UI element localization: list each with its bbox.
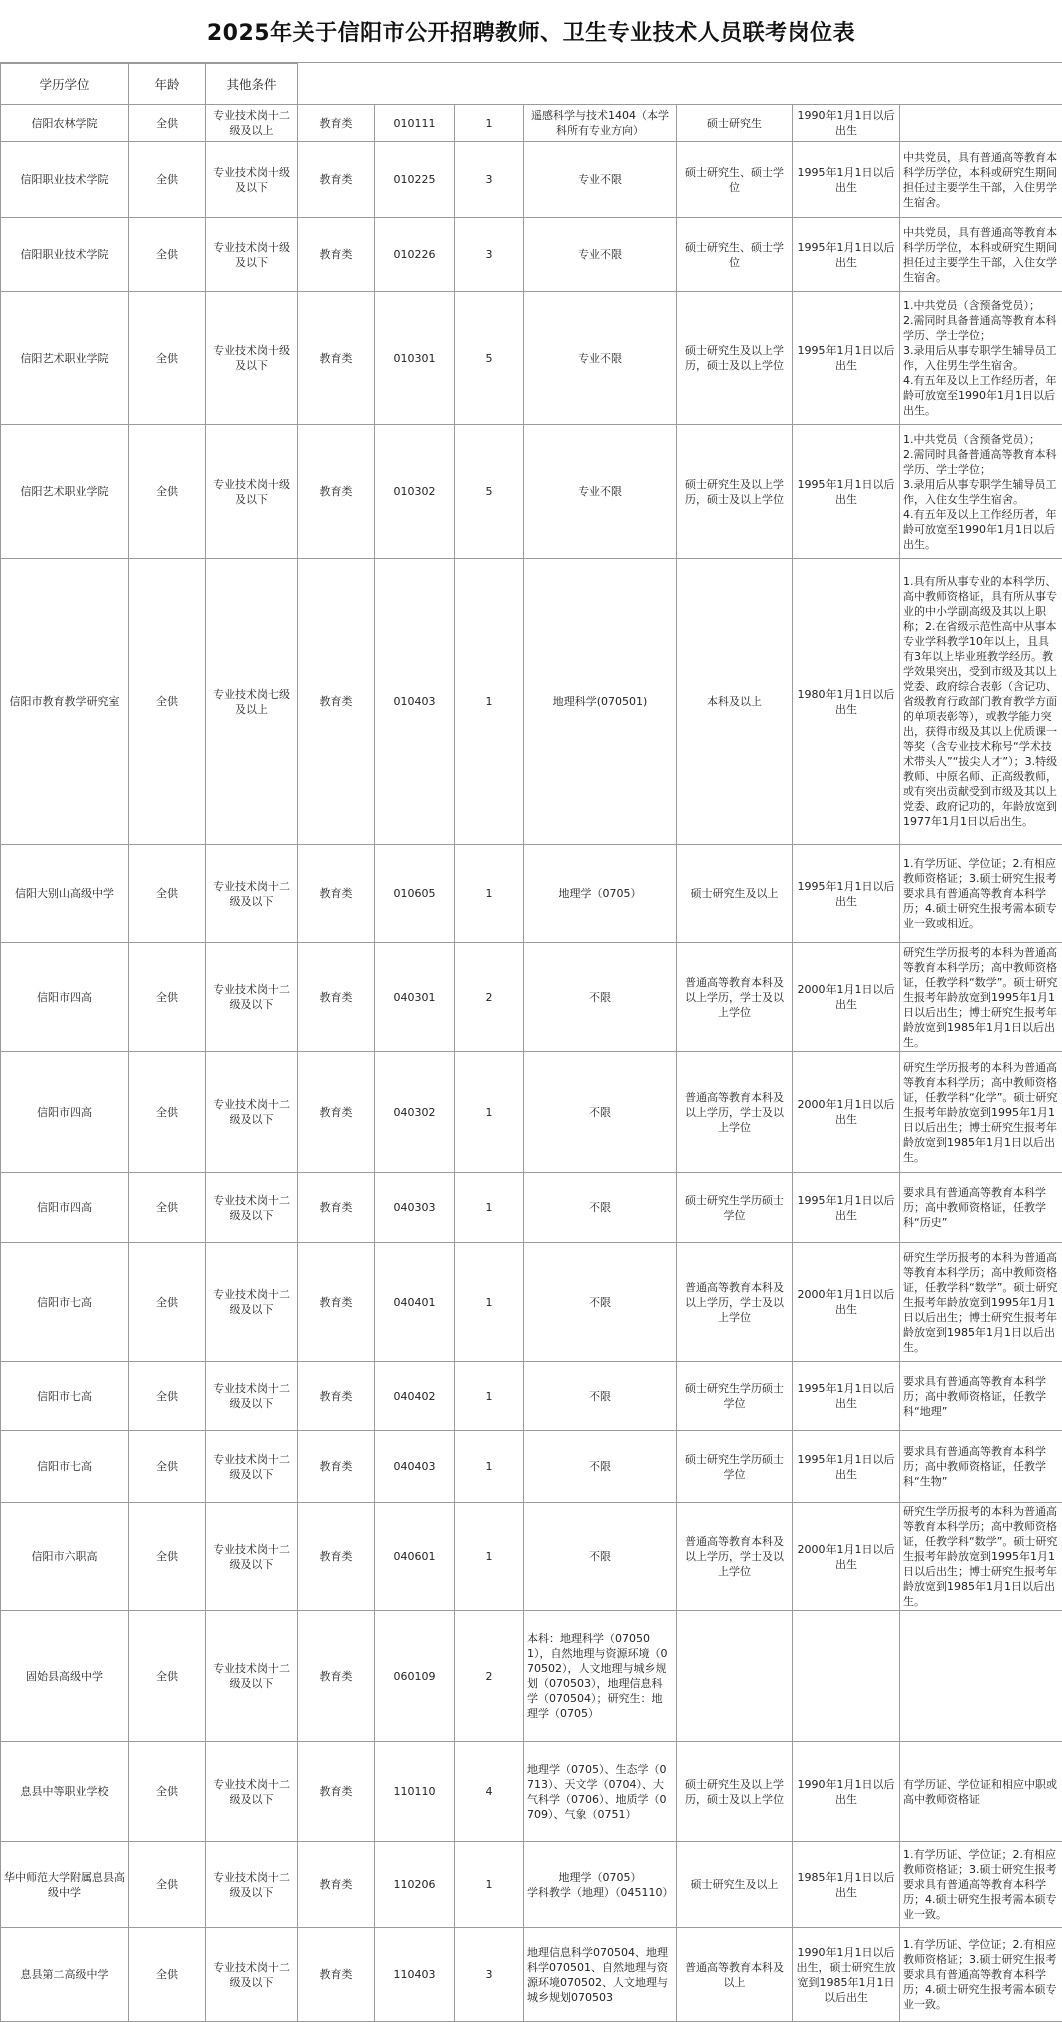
category-cell: 教育类 bbox=[298, 1243, 375, 1362]
count-cell: 3 bbox=[455, 1928, 524, 2022]
count-cell: 1 bbox=[455, 1431, 524, 1503]
degree-cell: 普通高等教育本科及以上学历，学士及以上学位 bbox=[677, 1052, 793, 1173]
table-row bbox=[1, 218, 1062, 292]
code-cell: 040303 bbox=[375, 1173, 455, 1243]
code-cell: 040401 bbox=[375, 1243, 455, 1362]
scope-cell: 全供 bbox=[129, 1611, 206, 1742]
header-age: 年龄 bbox=[129, 64, 206, 105]
category-cell: 教育类 bbox=[298, 105, 375, 142]
count-cell: 3 bbox=[455, 142, 524, 218]
category-cell: 教育类 bbox=[298, 142, 375, 218]
post-level-cell: 专业技术岗十二级及以上 bbox=[206, 105, 298, 142]
degree-cell: 硕士研究生及以上学历，硕士及以上学位 bbox=[677, 1742, 793, 1842]
scope-cell: 全供 bbox=[129, 1173, 206, 1243]
scope-cell: 全供 bbox=[129, 1431, 206, 1503]
age-cell: 1985年1月1日以后出生 bbox=[793, 1842, 900, 1928]
degree-cell: 硕士研究生学历硕士学位 bbox=[677, 1173, 793, 1243]
age-cell: 2000年1月1日以后出生 bbox=[793, 1243, 900, 1362]
code-cell: 040402 bbox=[375, 1362, 455, 1431]
scope-cell: 全供 bbox=[129, 559, 206, 845]
category-cell: 教育类 bbox=[298, 425, 375, 559]
count-cell: 2 bbox=[455, 943, 524, 1052]
code-cell: 010111 bbox=[375, 105, 455, 142]
age-cell: 1995年1月1日以后出生 bbox=[793, 1173, 900, 1243]
unit-cell: 信阳市七高 bbox=[1, 1362, 129, 1431]
age-cell: 1990年1月1日以后出生 bbox=[793, 105, 900, 142]
table-row bbox=[1, 425, 1062, 559]
major-cell: 专业不限 bbox=[524, 292, 677, 425]
age-cell: 1995年1月1日以后出生 bbox=[793, 292, 900, 425]
scope-cell: 全供 bbox=[129, 142, 206, 218]
conditions-cell: 1.有学历证、学位证；2.有相应教师资格证；3.硕士研究生报考要求具有普通高等教育本科学历；4.硕士研究生报考需本硕专业一致。 bbox=[900, 1928, 1062, 2022]
degree-cell: 普通高等教育本科及以上学历，学士及以上学位 bbox=[677, 1243, 793, 1362]
count-cell: 5 bbox=[455, 425, 524, 559]
post-level-cell: 专业技术岗十级及以下 bbox=[206, 218, 298, 292]
major-cell: 不限 bbox=[524, 1362, 677, 1431]
code-cell: 010301 bbox=[375, 292, 455, 425]
age-cell: 2000年1月1日以后出生 bbox=[793, 1052, 900, 1173]
conditions-cell: 有学历证、学位证和相应中职或高中教师资格证 bbox=[900, 1742, 1062, 1842]
code-cell: 110403 bbox=[375, 1928, 455, 2022]
table-row bbox=[1, 1052, 1062, 1173]
code-cell: 010226 bbox=[375, 218, 455, 292]
degree-cell: 普通高等教育本科及以上学历，学士及以上学位 bbox=[677, 1503, 793, 1611]
conditions-cell: 1.有学历证、学位证；2.有相应教师资格证；3.硕士研究生报考要求具有普通高等教育本科学历；4.硕士研究生报考需本硕专业一致或相近。 bbox=[900, 845, 1062, 943]
code-cell: 110206 bbox=[375, 1842, 455, 1928]
conditions-cell: 研究生学历报考的本科为普通高等教育本科学历；高中教师资格证，任教学科“数学”。硕士研究生报考年龄放宽到1995年1月1日以后出生；博士研究生报考年龄放宽到1985年1月1日以后出生。 bbox=[900, 943, 1062, 1052]
post-level-cell: 专业技术岗十二级及以下 bbox=[206, 1742, 298, 1842]
major-cell: 不限 bbox=[524, 1052, 677, 1173]
code-cell: 010302 bbox=[375, 425, 455, 559]
scope-cell: 全供 bbox=[129, 218, 206, 292]
unit-cell: 信阳农林学院 bbox=[1, 105, 129, 142]
count-cell: 1 bbox=[455, 1173, 524, 1243]
unit-cell: 信阳职业技术学院 bbox=[1, 142, 129, 218]
category-cell: 教育类 bbox=[298, 1742, 375, 1842]
age-cell: 1995年1月1日以后出生 bbox=[793, 142, 900, 218]
count-cell: 1 bbox=[455, 1052, 524, 1173]
count-cell: 1 bbox=[455, 105, 524, 142]
post-level-cell: 专业技术岗十二级及以下 bbox=[206, 1611, 298, 1742]
table-row bbox=[1, 845, 1062, 943]
unit-cell: 信阳市四高 bbox=[1, 1052, 129, 1173]
table-row bbox=[1, 142, 1062, 218]
post-level-cell: 专业技术岗十二级及以下 bbox=[206, 1928, 298, 2022]
code-cell: 010225 bbox=[375, 142, 455, 218]
category-cell: 教育类 bbox=[298, 1611, 375, 1742]
post-level-cell: 专业技术岗十级及以下 bbox=[206, 425, 298, 559]
major-cell: 专业不限 bbox=[524, 425, 677, 559]
count-cell: 4 bbox=[455, 1742, 524, 1842]
age-cell: 2000年1月1日以后出生 bbox=[793, 943, 900, 1052]
conditions-cell bbox=[900, 105, 1062, 142]
age-cell: 1995年1月1日以后出生 bbox=[793, 1431, 900, 1503]
count-cell: 1 bbox=[455, 559, 524, 845]
count-cell: 2 bbox=[455, 1611, 524, 1742]
code-cell: 010605 bbox=[375, 845, 455, 943]
code-cell: 110110 bbox=[375, 1742, 455, 1842]
conditions-cell: 中共党员，具有普通高等教育本科学历学位，本科或研究生期间担任过主要学生干部，入住男学生宿舍。 bbox=[900, 142, 1062, 218]
degree-cell: 硕士研究生 bbox=[677, 105, 793, 142]
category-cell: 教育类 bbox=[298, 218, 375, 292]
major-cell: 不限 bbox=[524, 1243, 677, 1362]
count-cell: 1 bbox=[455, 1842, 524, 1928]
scope-cell: 全供 bbox=[129, 845, 206, 943]
post-level-cell: 专业技术岗十级及以下 bbox=[206, 142, 298, 218]
age-cell: 1990年1月1日以后出生 bbox=[793, 1742, 900, 1842]
age-cell: 1990年1月1日以后出生，硕士研究生放宽到1985年1月1日以后出生 bbox=[793, 1928, 900, 2022]
degree-cell: 普通高等教育本科及以上 bbox=[677, 1928, 793, 2022]
table-row bbox=[1, 1362, 1062, 1431]
major-cell: 遥感科学与技术1404（本学科所有专业方向） bbox=[524, 105, 677, 142]
degree-cell: 硕士研究生、硕士学位 bbox=[677, 142, 793, 218]
degree-cell: 硕士研究生及以上 bbox=[677, 1842, 793, 1928]
age-cell bbox=[793, 1611, 900, 1742]
category-cell: 教育类 bbox=[298, 1503, 375, 1611]
degree-cell: 硕士研究生学历硕士学位 bbox=[677, 1362, 793, 1431]
table-row bbox=[1, 1842, 1062, 1928]
scope-cell: 全供 bbox=[129, 943, 206, 1052]
scope-cell: 全供 bbox=[129, 425, 206, 559]
major-cell: 地理科学(070501) bbox=[524, 559, 677, 845]
code-cell: 040301 bbox=[375, 943, 455, 1052]
count-cell: 5 bbox=[455, 292, 524, 425]
post-level-cell: 专业技术岗七级及以上 bbox=[206, 559, 298, 845]
post-level-cell: 专业技术岗十二级及以下 bbox=[206, 1503, 298, 1611]
unit-cell: 息县中等职业学校 bbox=[1, 1742, 129, 1842]
page-title: 2025年关于信阳市公开招聘教师、卫生专业技术人员联考岗位表 bbox=[207, 16, 855, 47]
code-cell: 010403 bbox=[375, 559, 455, 845]
table-row bbox=[1, 1742, 1062, 1842]
scope-cell: 全供 bbox=[129, 1503, 206, 1611]
degree-cell: 硕士研究生及以上学历，硕士及以上学位 bbox=[677, 425, 793, 559]
scope-cell: 全供 bbox=[129, 1928, 206, 2022]
post-level-cell: 专业技术岗十二级及以下 bbox=[206, 845, 298, 943]
table-row bbox=[1, 1173, 1062, 1243]
unit-cell: 息县第二高级中学 bbox=[1, 1928, 129, 2022]
table-row bbox=[1, 292, 1062, 425]
unit-cell: 华中师范大学附属息县高级中学 bbox=[1, 1842, 129, 1928]
major-cell: 地理学（0705） bbox=[524, 845, 677, 943]
major-cell: 地理学（0705） 学科教学（地理）（045110） bbox=[524, 1842, 677, 1928]
code-cell: 040601 bbox=[375, 1503, 455, 1611]
age-cell: 1995年1月1日以后出生 bbox=[793, 218, 900, 292]
unit-cell: 固始县高级中学 bbox=[1, 1611, 129, 1742]
scope-cell: 全供 bbox=[129, 105, 206, 142]
unit-cell: 信阳职业技术学院 bbox=[1, 218, 129, 292]
degree-cell bbox=[677, 1611, 793, 1742]
conditions-cell: 中共党员，具有普通高等教育本科学历学位，本科或研究生期间担任过主要学生干部，入住女学生宿舍。 bbox=[900, 218, 1062, 292]
degree-cell: 本科及以上 bbox=[677, 559, 793, 845]
code-cell: 040302 bbox=[375, 1052, 455, 1173]
age-cell: 1980年1月1日以后出生 bbox=[793, 559, 900, 845]
degree-cell: 硕士研究生及以上 bbox=[677, 845, 793, 943]
table-row bbox=[1, 559, 1062, 845]
post-level-cell: 专业技术岗十二级及以下 bbox=[206, 943, 298, 1052]
unit-cell: 信阳市六职高 bbox=[1, 1503, 129, 1611]
degree-cell: 硕士研究生、硕士学位 bbox=[677, 218, 793, 292]
scope-cell: 全供 bbox=[129, 1243, 206, 1362]
degree-cell: 普通高等教育本科及以上学历，学士及以上学位 bbox=[677, 943, 793, 1052]
category-cell: 教育类 bbox=[298, 559, 375, 845]
unit-cell: 信阳市教育教学研究室 bbox=[1, 559, 129, 845]
unit-cell: 信阳市四高 bbox=[1, 1173, 129, 1243]
table-body bbox=[1, 64, 1062, 2022]
major-cell: 不限 bbox=[524, 1431, 677, 1503]
conditions-cell: 1.中共党员（含预备党员）； 2.需同时具备普通高等教育本科学历、学士学位； 3.录用后从事专职学生辅导员工作，入住女生学生宿舍。 4.有五年及以上工作经历者，年龄可放宽至1990年1月1日以后出生。 bbox=[900, 425, 1062, 559]
conditions-cell: 1.中共党员（含预备党员）； 2.需同时具备普通高等教育本科学历、学士学位； 3.录用后从事专职学生辅导员工作，入住男生学生宿舍。 4.有五年及以上工作经历者，年龄可放宽至1990年1月1日以后出生。 bbox=[900, 292, 1062, 425]
count-cell: 1 bbox=[455, 845, 524, 943]
category-cell: 教育类 bbox=[298, 1052, 375, 1173]
age-cell: 1995年1月1日以后出生 bbox=[793, 845, 900, 943]
category-cell: 教育类 bbox=[298, 943, 375, 1052]
category-cell: 教育类 bbox=[298, 1362, 375, 1431]
major-cell: 地理学（0705）、生态学（0713）、天文学（0704）、大气科学（0706）、地质学（0709）、气象（0751） bbox=[524, 1742, 677, 1842]
unit-cell: 信阳大别山高级中学 bbox=[1, 845, 129, 943]
scope-cell: 全供 bbox=[129, 1362, 206, 1431]
post-level-cell: 专业技术岗十二级及以下 bbox=[206, 1362, 298, 1431]
scope-cell: 全供 bbox=[129, 1052, 206, 1173]
header-empty bbox=[298, 64, 1062, 105]
count-cell: 1 bbox=[455, 1503, 524, 1611]
category-cell: 教育类 bbox=[298, 1431, 375, 1503]
category-cell: 教育类 bbox=[298, 845, 375, 943]
conditions-cell: 1.有学历证、学位证；2.有相应教师资格证；3.硕士研究生报考要求具有普通高等教育本科学历；4.硕士研究生报考需本硕专业一致。 bbox=[900, 1842, 1062, 1928]
unit-cell: 信阳艺术职业学院 bbox=[1, 292, 129, 425]
major-cell: 不限 bbox=[524, 1173, 677, 1243]
table-row bbox=[1, 105, 1062, 142]
title-bar bbox=[0, 0, 1062, 63]
category-cell: 教育类 bbox=[298, 1842, 375, 1928]
conditions-cell: 要求具有普通高等教育本科学历；高中教师资格证，任教学科“地理” bbox=[900, 1362, 1062, 1431]
unit-cell: 信阳市七高 bbox=[1, 1431, 129, 1503]
age-cell: 2000年1月1日以后出生 bbox=[793, 1503, 900, 1611]
major-cell: 地理信息科学070504、地理科学070501、自然地理与资源环境070502、人文地理与城乡规划070503 bbox=[524, 1928, 677, 2022]
header-education: 学历学位 bbox=[1, 64, 129, 105]
conditions-cell: 研究生学历报考的本科为普通高等教育本科学历；高中教师资格证，任教学科“数学”。硕士研究生报考年龄放宽到1995年1月1日以后出生；博士研究生报考年龄放宽到1985年1月1日以后出生。 bbox=[900, 1503, 1062, 1611]
post-level-cell: 专业技术岗十二级及以下 bbox=[206, 1243, 298, 1362]
degree-cell: 硕士研究生学历硕士学位 bbox=[677, 1431, 793, 1503]
scope-cell: 全供 bbox=[129, 1742, 206, 1842]
scope-cell: 全供 bbox=[129, 292, 206, 425]
major-cell: 不限 bbox=[524, 1503, 677, 1611]
table-row bbox=[1, 1611, 1062, 1742]
category-cell: 教育类 bbox=[298, 1173, 375, 1243]
unit-cell: 信阳市四高 bbox=[1, 943, 129, 1052]
degree-cell: 硕士研究生及以上学历，硕士及以上学位 bbox=[677, 292, 793, 425]
post-level-cell: 专业技术岗十二级及以下 bbox=[206, 1052, 298, 1173]
count-cell: 1 bbox=[455, 1362, 524, 1431]
major-cell: 不限 bbox=[524, 943, 677, 1052]
post-level-cell: 专业技术岗十二级及以下 bbox=[206, 1431, 298, 1503]
scope-cell: 全供 bbox=[129, 1842, 206, 1928]
header-row bbox=[1, 64, 1062, 105]
age-cell: 1995年1月1日以后出生 bbox=[793, 1362, 900, 1431]
major-cell: 本科：地理科学（070501），自然地理与资源环境（070502），人文地理与城乡规划（070503），地理信息科学（070504）；研究生：地理学（0705） bbox=[524, 1611, 677, 1742]
major-cell: 专业不限 bbox=[524, 218, 677, 292]
conditions-cell: 研究生学历报考的本科为普通高等教育本科学历；高中教师资格证，任教学科“数学”。硕士研究生报考年龄放宽到1995年1月1日以后出生；博士研究生报考年龄放宽到1985年1月1日以后出生。 bbox=[900, 1243, 1062, 1362]
count-cell: 1 bbox=[455, 1243, 524, 1362]
conditions-cell: 1.具有所从事专业的本科学历、高中教师资格证，具有所从事专业的中小学副高级及其以上职称；2.在省级示范性高中从事本专业学科教学10年以上，且具有3年以上毕业班教学经历。教学效果突出，受到市级及其以上党委、政府综合表彰（含记功、省级教育行政部门教育教学方面的单项表彰等），或教学能力突出，获得市级及其以上优质课一等奖（含专业技术称号“学术技术带头人”“拔尖人才”）；3.特级教师、中原名师、正高级教师，或有突出贡献受到市级及其以上党委、政府记功的，年龄放宽到1977年1月1日以后出生。 bbox=[900, 559, 1062, 845]
post-level-cell: 专业技术岗十二级及以下 bbox=[206, 1173, 298, 1243]
table-row bbox=[1, 1503, 1062, 1611]
table-row bbox=[1, 1928, 1062, 2022]
major-cell: 专业不限 bbox=[524, 142, 677, 218]
conditions-cell: 要求具有普通高等教育本科学历；高中教师资格证，任教学科“历史” bbox=[900, 1173, 1062, 1243]
unit-cell: 信阳艺术职业学院 bbox=[1, 425, 129, 559]
code-cell: 040403 bbox=[375, 1431, 455, 1503]
category-cell: 教育类 bbox=[298, 1928, 375, 2022]
post-table bbox=[0, 63, 1062, 2022]
post-level-cell: 专业技术岗十级及以下 bbox=[206, 292, 298, 425]
count-cell: 3 bbox=[455, 218, 524, 292]
table-row bbox=[1, 943, 1062, 1052]
table-row bbox=[1, 1431, 1062, 1503]
code-cell: 060109 bbox=[375, 1611, 455, 1742]
header-other: 其他条件 bbox=[206, 64, 298, 105]
table-row bbox=[1, 1243, 1062, 1362]
conditions-cell bbox=[900, 1611, 1062, 1742]
age-cell: 1995年1月1日以后出生 bbox=[793, 425, 900, 559]
category-cell: 教育类 bbox=[298, 292, 375, 425]
conditions-cell: 要求具有普通高等教育本科学历；高中教师资格证，任教学科“生物” bbox=[900, 1431, 1062, 1503]
unit-cell: 信阳市七高 bbox=[1, 1243, 129, 1362]
conditions-cell: 研究生学历报考的本科为普通高等教育本科学历；高中教师资格证，任教学科“化学”。硕士研究生报考年龄放宽到1995年1月1日以后出生；博士研究生报考年龄放宽到1985年1月1日以后出生。 bbox=[900, 1052, 1062, 1173]
post-level-cell: 专业技术岗十二级及以下 bbox=[206, 1842, 298, 1928]
